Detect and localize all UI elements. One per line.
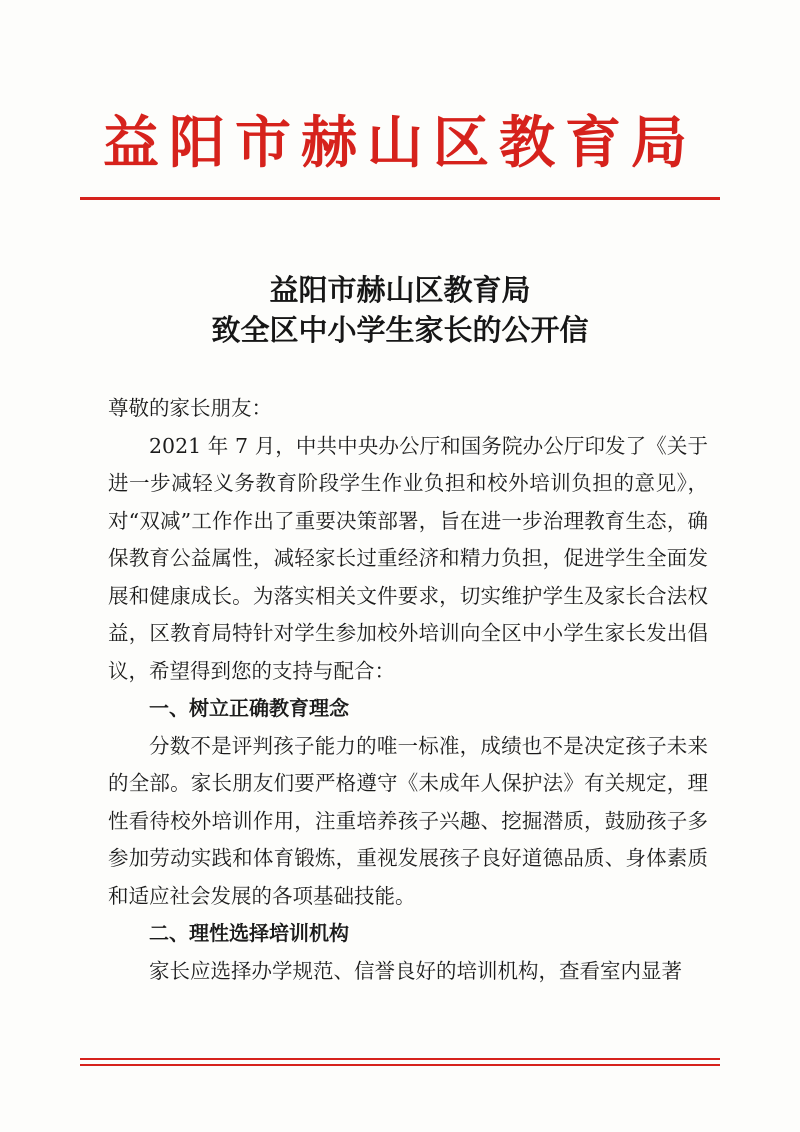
footer-red-rule-lower <box>80 1064 720 1066</box>
document-title-line-1: 益阳市赫山区教育局 <box>269 273 531 307</box>
section-body-1: 分数不是评判孩子能力的唯一标准，成绩也不是决定孩子未来的全部。家长朋友们要严格遵守《未成年人保护法》有关规定，理性看待校外培训作用，注重培养孩子兴趣、挖掘潜质，鼓励孩子多参加劳动实践和体育锻炼，重视发展孩子良好道德品质、身体素质和适应社会发展的各项基础技能。 <box>108 733 708 908</box>
letterhead-title: 益阳市赫山区教育局 <box>103 111 697 176</box>
section-body-2: 家长应选择办学规范、信誉良好的培训机构，查看室内显著 <box>149 958 682 983</box>
document-title <box>0 270 800 350</box>
section-heading-1: 一、树立正确教育理念 <box>149 696 349 720</box>
section-heading-2: 二、理性选择培训机构 <box>149 921 349 945</box>
intro-paragraph: 2021 年 7 月，中共中央办公厅和国务院办公厅印发了《关于进一步减轻义务教育阶段学生作业负担和校外培训负担的意见》，对“双减”工作作出了重要决策部署，旨在进一步治理教育生态，确保教育公益属性，减轻家长过重经济和精力负担，促进学生全面发展和健康成长。为落实相关文件要求，切实维护学生及家长合法权益，区教育局特针对学生参加校外培训向全区中小学生家长发出倡议，希望得到您的支持与配合： <box>108 433 708 683</box>
footer-red-rule-upper <box>80 1058 720 1060</box>
document-title-line-2: 致全区中小学生家长的公开信 <box>211 313 589 347</box>
letterhead-red-rule <box>80 197 720 200</box>
letter-body <box>108 390 708 990</box>
salutation: 尊敬的家长朋友： <box>108 396 272 420</box>
